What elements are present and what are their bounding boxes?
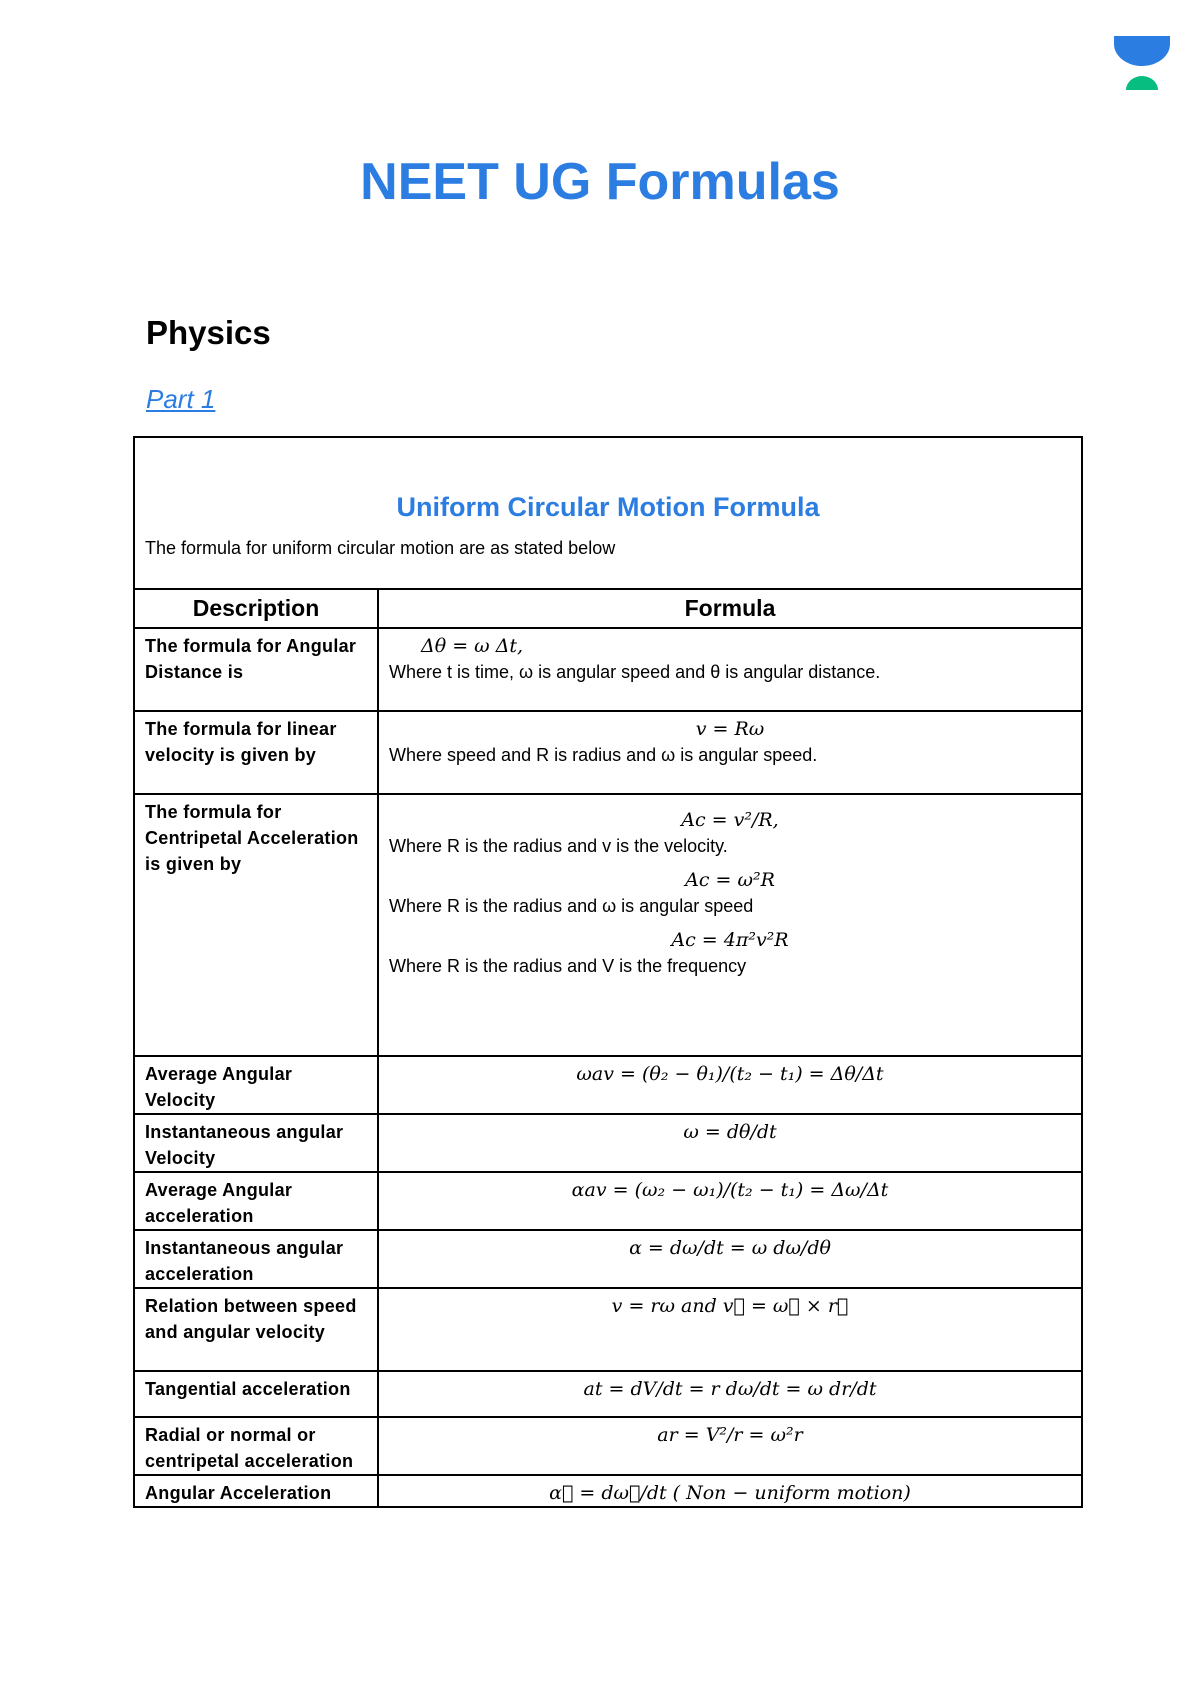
table-row bbox=[135, 1230, 1081, 1288]
section-title: Physics bbox=[146, 314, 271, 351]
formula-note: Where R is the radius and v is the velocity. bbox=[389, 836, 728, 856]
row-description: Average Angular acceleration bbox=[135, 1172, 378, 1230]
average-angular-velocity-formula: ωav = (θ₂ − θ₁)/(t₂ − t₁) = Δθ/Δt bbox=[576, 1063, 884, 1085]
row-formula-cell bbox=[378, 1230, 1081, 1288]
formula-note: Where R is the radius and V is the frequency bbox=[389, 956, 747, 976]
table-header-block bbox=[135, 438, 1081, 590]
average-angular-acceleration-formula: αav = (ω₂ − ω₁)/(t₂ − t₁) = Δω/Δt bbox=[571, 1179, 889, 1201]
description-header: Description bbox=[135, 590, 378, 628]
row-description: The formula for Angular Distance is bbox=[135, 628, 378, 711]
centripetal-formula-2: Ac = ω²R bbox=[685, 869, 775, 891]
table-row bbox=[135, 1172, 1081, 1230]
row-formula-cell bbox=[378, 1475, 1081, 1506]
table-row bbox=[135, 1417, 1081, 1475]
table-row bbox=[135, 1056, 1081, 1114]
row-description: Instantaneous angular acceleration bbox=[135, 1230, 378, 1288]
instantaneous-angular-velocity-formula: ω = dθ/dt bbox=[683, 1121, 777, 1143]
formula-note: Where t is time, ω is angular speed and θ is angular distance. bbox=[389, 662, 881, 682]
row-description: Average Angular Velocity bbox=[135, 1056, 378, 1114]
row-formula-cell bbox=[378, 1056, 1081, 1114]
linear-velocity-formula: v = Rω bbox=[695, 718, 765, 740]
row-formula-cell bbox=[378, 1417, 1081, 1475]
row-formula-cell bbox=[378, 794, 1081, 1056]
row-formula-cell bbox=[378, 628, 1081, 711]
radial-acceleration-formula: ar = V²/r = ω²r bbox=[657, 1424, 803, 1446]
row-formula-cell bbox=[378, 711, 1081, 794]
table-row bbox=[135, 1475, 1081, 1506]
row-description: Instantaneous angular Velocity bbox=[135, 1114, 378, 1172]
row-description: Relation between speed and angular velocity bbox=[135, 1288, 378, 1371]
angular-acceleration-formula: α⃗ = dω⃗/dt ( Non − uniform motion) bbox=[549, 1482, 911, 1504]
centripetal-formula-3: Ac = 4π²v²R bbox=[671, 929, 789, 951]
speed-angular-velocity-relation-formula: v = rω and v⃗ = ω⃗ × r⃗ bbox=[611, 1295, 849, 1317]
part-1-link[interactable]: Part 1 bbox=[146, 384, 216, 414]
row-description: The formula for Centripetal Acceleration is given by bbox=[135, 794, 378, 1056]
row-description: Radial or normal or centripetal acceleration bbox=[135, 1417, 378, 1475]
tangential-acceleration-formula: at = dV/dt = r dω/dt = ω dr/dt bbox=[583, 1378, 877, 1400]
row-description: Tangential acceleration bbox=[135, 1371, 378, 1417]
centripetal-formula-1: Ac = v²/R, bbox=[681, 809, 779, 831]
formula-sheet bbox=[133, 436, 1083, 1508]
formula-note: Where R is the radius and ω is angular speed bbox=[389, 896, 754, 916]
row-formula-cell bbox=[378, 1172, 1081, 1230]
table-row bbox=[135, 1288, 1081, 1371]
formula-header: Formula bbox=[378, 590, 1081, 628]
table-row bbox=[135, 711, 1081, 794]
row-description: The formula for linear velocity is given by bbox=[135, 711, 378, 794]
instantaneous-angular-acceleration-formula: α = dω/dt = ω dω/dθ bbox=[629, 1237, 831, 1259]
row-formula-cell bbox=[378, 1288, 1081, 1371]
formula-note: Where speed and R is radius and ω is angular speed. bbox=[389, 745, 818, 765]
table-intro: The formula for uniform circular motion are as stated below bbox=[145, 538, 616, 558]
document-title: NEET UG Formulas bbox=[360, 153, 840, 211]
table-header-row bbox=[135, 590, 1081, 628]
row-formula-cell bbox=[378, 1371, 1081, 1417]
table-row bbox=[135, 1371, 1081, 1417]
table-row bbox=[135, 628, 1081, 711]
table-row bbox=[135, 1114, 1081, 1172]
formula-table bbox=[135, 590, 1081, 1506]
row-description: Angular Acceleration bbox=[135, 1475, 378, 1506]
angular-distance-formula: Δθ = ω Δt, bbox=[421, 635, 524, 657]
table-title: Uniform Circular Motion Formula bbox=[396, 492, 820, 522]
unacademy-logo-icon bbox=[1112, 34, 1172, 90]
table-row bbox=[135, 794, 1081, 1056]
row-formula-cell bbox=[378, 1114, 1081, 1172]
